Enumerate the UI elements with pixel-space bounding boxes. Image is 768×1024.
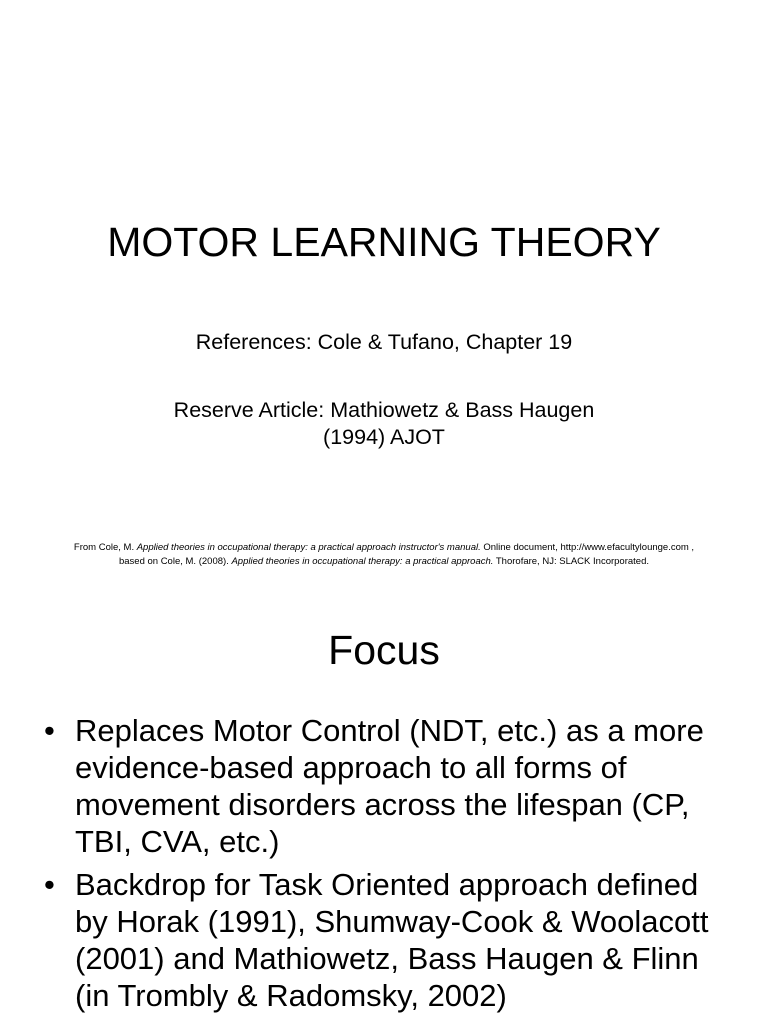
citation-line-2 (0, 555, 768, 569)
bullet-text: Replaces Motor Control (NDT, etc.) as a more evidence-based approach to all forms of movement disorders across the lifespan (CP, TBI, CVA, etc.) (75, 713, 704, 859)
bullet-icon: • (44, 867, 55, 902)
bullet-list (0, 712, 768, 1020)
bullet-item (0, 712, 768, 860)
bullet-text: Backdrop for Task Oriented approach defined by Horak (1991), Shumway-Cook & Woolacott (2001) and Mathiowetz, Bass Haugen & Flinn (in Trombly & Radomsky, 2002) (75, 867, 709, 1013)
reserve-article-line-2: (1994) AJOT (323, 425, 445, 449)
citation-text: Online document, http://www.efacultylounge.com , (480, 542, 695, 553)
bullet-icon: • (44, 713, 55, 748)
references-line: References: Cole & Tufano, Chapter 19 (195, 330, 573, 354)
citation-book-title: Applied theories in occupational therapy: a practical approach instructor's manual. (136, 542, 481, 553)
reserve-article-line-1: Reserve Article: Mathiowetz & Bass Haugen (173, 398, 595, 422)
citation-text: based on Cole, M. (2008). (118, 555, 232, 567)
citation-text: From Cole, M. (73, 542, 137, 553)
source-citation (0, 541, 768, 568)
focus-slide (0, 576, 768, 1024)
slide-title: Focus (328, 627, 440, 673)
citation-book-title: Applied theories in occupational therapy: a practical approach. (231, 555, 494, 567)
citation-text: Thorofare, NJ: SLACK Incorporated. (493, 555, 650, 567)
bullet-item (0, 866, 768, 1014)
reserve-article (0, 397, 768, 451)
slide-title: MOTOR LEARNING THEORY (107, 219, 661, 265)
citation-line-1 (0, 541, 768, 555)
